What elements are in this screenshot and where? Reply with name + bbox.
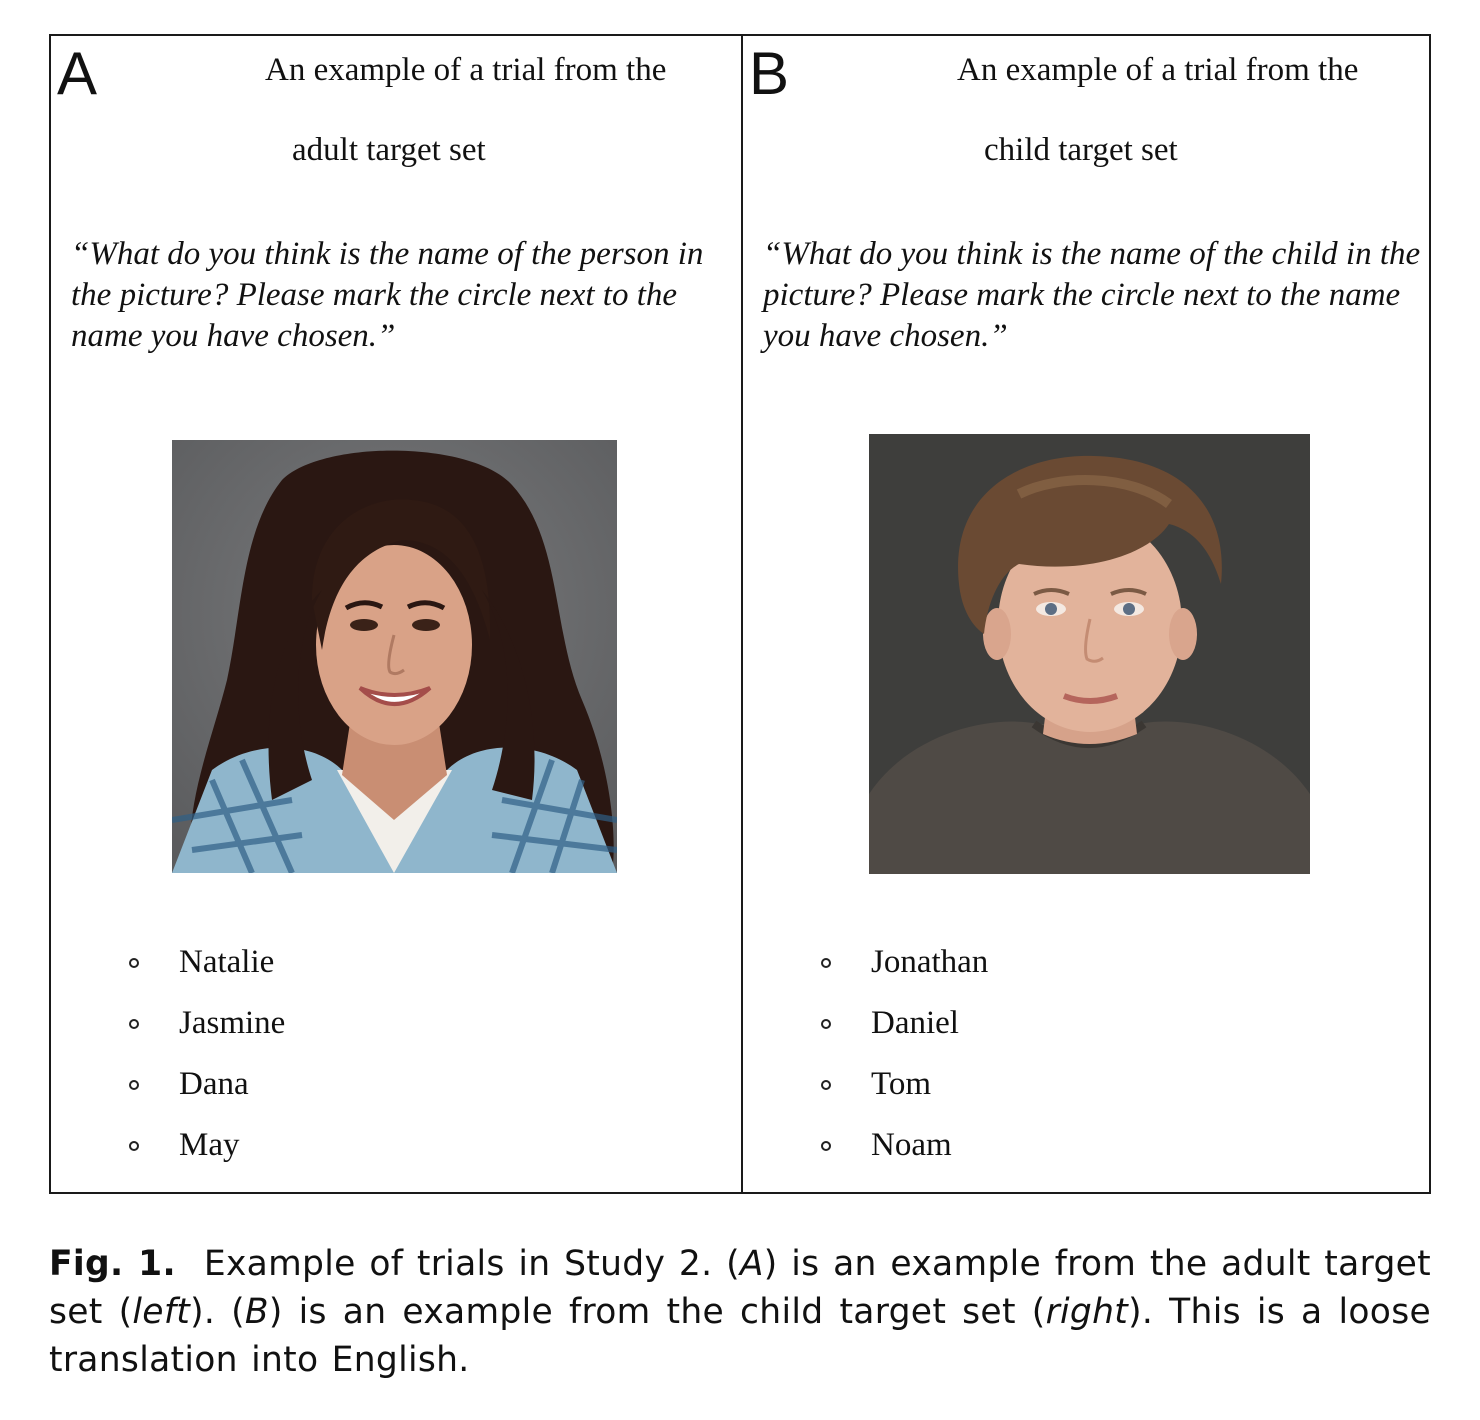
panel-a <box>51 36 741 1192</box>
radio-circle-icon[interactable] <box>821 1141 831 1151</box>
caption-italic: left <box>132 1292 191 1332</box>
figure-frame <box>49 34 1431 1194</box>
panel-b <box>743 36 1433 1192</box>
panel-heading-line2: adult target set <box>292 132 486 168</box>
figure-label: Fig. 1. <box>49 1244 176 1284</box>
caption-italic: B <box>244 1292 269 1332</box>
caption-italic: right <box>1045 1292 1129 1332</box>
panel-letter: A <box>57 40 98 107</box>
panel-heading-line2: child target set <box>984 132 1178 168</box>
option-label: Noam <box>871 1127 952 1163</box>
panel-heading-line1: An example of a trial from the <box>957 52 1359 88</box>
option-label: Natalie <box>179 944 275 980</box>
radio-circle-icon[interactable] <box>821 1080 831 1090</box>
panel-heading-line1: An example of a trial from the <box>265 52 667 88</box>
caption-text: ) is an example from the child target set ( <box>268 1292 1046 1332</box>
option-label: Jasmine <box>179 1005 286 1041</box>
caption-italic: A <box>739 1244 764 1284</box>
figure-caption <box>49 1240 1431 1384</box>
radio-circle-icon[interactable] <box>821 1019 831 1029</box>
question-text: “What do you think is the name of the child in the picture? Please mark the circle next to the name you have chosen.” <box>763 236 1421 354</box>
radio-circle-icon[interactable] <box>129 958 139 968</box>
radio-circle-icon[interactable] <box>129 1141 139 1151</box>
option-label: Dana <box>179 1066 249 1102</box>
panel-letter: B <box>749 40 790 107</box>
radio-circle-icon[interactable] <box>821 958 831 968</box>
caption-text: ) is an example from the adult target set ( <box>49 1244 1431 1332</box>
option-label: Daniel <box>871 1005 959 1041</box>
adult-woman-photo <box>172 440 617 873</box>
option-label: Tom <box>871 1066 932 1102</box>
child-boy-photo <box>869 434 1310 874</box>
question-text: “What do you think is the name of the person in the picture? Please mark the circle next to the name you have chosen.” <box>71 236 704 354</box>
option-label: Jonathan <box>871 944 989 980</box>
option-label: May <box>179 1127 240 1163</box>
radio-circle-icon[interactable] <box>129 1080 139 1090</box>
radio-circle-icon[interactable] <box>129 1019 139 1029</box>
caption-text: ). ( <box>190 1292 245 1332</box>
caption-text: Example of trials in Study 2. ( <box>203 1244 740 1284</box>
caption-text: ). This is a loose translation into English. <box>49 1292 1431 1380</box>
